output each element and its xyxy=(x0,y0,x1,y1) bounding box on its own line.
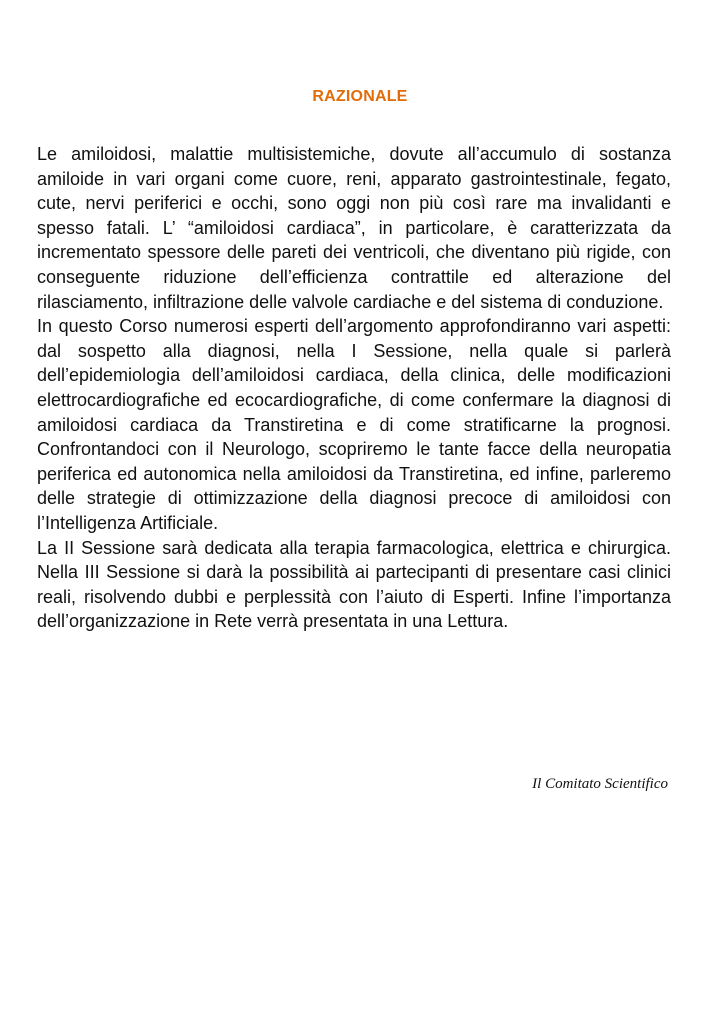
document-title: RAZIONALE xyxy=(312,88,408,105)
document-signature: Il Comitato Scientifico xyxy=(532,776,668,792)
paragraph-introduction: Le amiloidosi, malattie multisistemiche, dovute all’accumulo di sostanza amiloide in vari organi come cuore, reni, apparato gastrointestinale, fegato, cute, nervi periferici e occhi, sono oggi non più così rare ma invalidanti e spesso fatali. L’ “amiloidosi cardiaca”, in particolare, è caratterizzata da incrementato spessore delle pareti dei ventricoli, che diventano più rigide, con conseguente riduzione dell’efficienza contrattile ed alterazione del rilasciamento, infiltrazione delle valvole cardiache e del sistema di conduzione. xyxy=(37,144,671,312)
paragraph-course-session-one: In questo Corso numerosi esperti dell’argomento approfondiranno vari aspetti: dal sospetto alla diagnosi, nella I Sessione, nella quale si parlerà dell’epidemiologia dell’amiloidosi cardiaca, della clinica, delle modificazioni elettrocardiografiche ed ecocardiografiche, di come confermare la diagnosi di amiloidosi cardiaca da Transtiretina e di come stratificarne la prognosi. Confrontandoci con il Neurologo, scopriremo le tante facce della neuropatia periferica ed autonomica nella amiloidosi da Transtiretina, ed infine, parleremo delle strategie di ottimizzazione della diagnosi precoce di amiloidosi con l’Intelligenza Artificiale. xyxy=(37,316,671,533)
document-body xyxy=(37,142,671,634)
paragraph-sessions-two-three: La II Sessione sarà dedicata alla terapia farmacologica, elettrica e chirurgica. Nella III Sessione si darà la possibilità ai partecipanti di presentare casi clinici reali, risolvendo dubbi e perplessità con l’aiuto di Esperti. Infine l’importanza dell’organizzazione in Rete verrà presentata in una Lettura. xyxy=(37,537,671,632)
